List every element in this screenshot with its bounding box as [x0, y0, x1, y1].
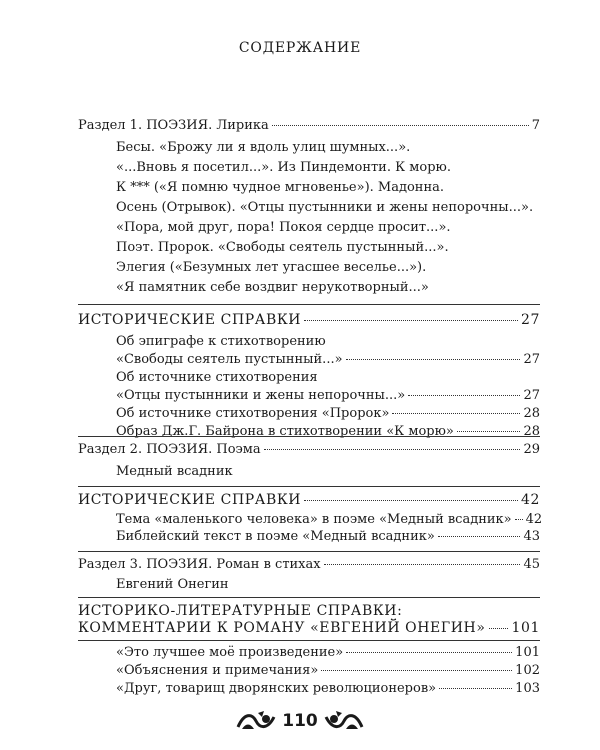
toc-subentry-line: Об источнике стихотворения [116, 370, 318, 385]
toc-label: «Друг, товарищ дворянских революционеров» [116, 681, 437, 696]
dot-leader [457, 431, 521, 432]
toc-label: «Отцы пустынники и жены непорочны...» [116, 388, 406, 403]
dot-leader [304, 500, 518, 501]
dot-leader [264, 449, 521, 450]
page-number: 110 [282, 711, 318, 731]
toc-label: Об источнике стихотворения «Пророк» [116, 406, 390, 421]
dot-leader [346, 359, 521, 360]
divider [78, 486, 540, 487]
ornament-right-icon [324, 709, 364, 733]
toc-label: КОММЕНТАРИИ К РОМАНУ «ЕВГЕНИЙ ОНЕГИН» [78, 620, 486, 636]
toc-entry-commentary [78, 620, 540, 636]
toc-label: Раздел 3. ПОЭЗИЯ. Роман в стихах [78, 557, 321, 572]
dot-leader [489, 628, 509, 629]
dot-leader [324, 564, 521, 565]
dot-leader [438, 536, 521, 537]
toc-subentry [116, 529, 540, 545]
lyric-line: Элегия («Безумных лет угасшее веселье...»). [116, 260, 427, 275]
toc-subentry [116, 406, 540, 422]
toc-label: «Объяснения и примечания» [116, 663, 319, 678]
lyric-line: «Я памятник себе воздвиг нерукотворный...» [116, 280, 429, 295]
divider [78, 640, 540, 641]
dot-leader [515, 519, 523, 520]
toc-label: Библейский текст в поэме «Медный всадник» [116, 529, 435, 544]
dot-leader [439, 688, 512, 689]
lyric-line: «Пора, мой друг, пора! Покоя сердце просит...». [116, 220, 451, 235]
toc-entry-historical-notes [78, 312, 540, 328]
toc-page-number: 27 [520, 312, 540, 328]
ornament-left-icon [236, 709, 276, 733]
toc-page-number: 101 [511, 620, 540, 636]
toc-subentry [116, 424, 540, 440]
toc-page-number: 27 [523, 388, 540, 403]
toc-subentry [116, 388, 540, 404]
toc-entry-line: ИСТОРИКО-ЛИТЕРАТУРНЫЕ СПРАВКИ: [78, 603, 403, 619]
toc-label: Раздел 2. ПОЭЗИЯ. Поэма [78, 442, 261, 457]
divider [78, 597, 540, 598]
lyric-line: Осень (Отрывок). «Отцы пустынники и жены непорочны...». [116, 200, 534, 215]
lyric-line: «...Вновь я посетил...». Из Пиндемонти. К морю. [116, 160, 452, 175]
toc-page-number: 7 [531, 118, 540, 133]
toc-label: ИСТОРИЧЕСКИЕ СПРАВКИ [78, 492, 302, 508]
toc-page-number: 29 [523, 442, 540, 457]
toc-label: Образ Дж.Г. Байрона в стихотворении «К морю» [116, 424, 454, 439]
dot-leader [392, 413, 520, 414]
work-title: Медный всадник [116, 464, 233, 479]
work-title: Евгений Онегин [116, 577, 229, 592]
dot-leader [304, 320, 518, 321]
toc-label: «Это лучшее моё произведение» [116, 645, 344, 660]
dot-leader [346, 652, 512, 653]
toc-label: «Свободы сеятель пустынный...» [116, 352, 343, 367]
toc-subentry [116, 352, 540, 368]
toc-entry-section1 [78, 118, 540, 134]
dot-leader [272, 125, 529, 126]
dot-leader [321, 670, 512, 671]
toc-page-number: 42 [520, 492, 540, 508]
toc-page-number: 28 [523, 406, 540, 421]
divider [78, 304, 540, 305]
toc-label: ИСТОРИЧЕСКИЕ СПРАВКИ [78, 312, 302, 328]
toc-page-number: 45 [523, 557, 540, 572]
toc-page-number: 27 [523, 352, 540, 367]
toc-page-number: 101 [515, 645, 540, 660]
toc-subentry [116, 681, 540, 697]
toc-page-number: 102 [515, 663, 540, 678]
toc-page-number: 42 [525, 512, 543, 527]
toc-page-number: 43 [523, 529, 540, 544]
toc-entry-section3 [78, 557, 540, 573]
divider [78, 436, 540, 437]
toc-page-number: 103 [515, 681, 540, 696]
toc-label: Раздел 1. ПОЭЗИЯ. Лирика [78, 118, 269, 133]
divider [78, 551, 540, 552]
lyric-line: К *** («Я помню чудное мгновенье»). Мадонна. [116, 180, 445, 195]
page-footer [0, 706, 600, 736]
toc-subentry [116, 645, 540, 661]
lyric-line: Бесы. «Брожу ли я вдоль улиц шумных...». [116, 140, 411, 155]
lyric-line: Поэт. Пророк. «Свободы сеятель пустынный...». [116, 240, 449, 255]
toc-page-number: 28 [523, 424, 540, 439]
toc-entry-section2 [78, 442, 540, 458]
toc-entry-historical-notes [78, 492, 540, 508]
dot-leader [408, 395, 520, 396]
toc-label: Тема «маленького человека» в поэме «Медный всадник» [116, 512, 512, 527]
toc-subentry-line: Об эпиграфе к стихотворению [116, 334, 326, 349]
toc-subentry [116, 663, 540, 679]
page-title: СОДЕРЖАНИЕ [238, 40, 362, 56]
toc-subentry [116, 512, 543, 528]
